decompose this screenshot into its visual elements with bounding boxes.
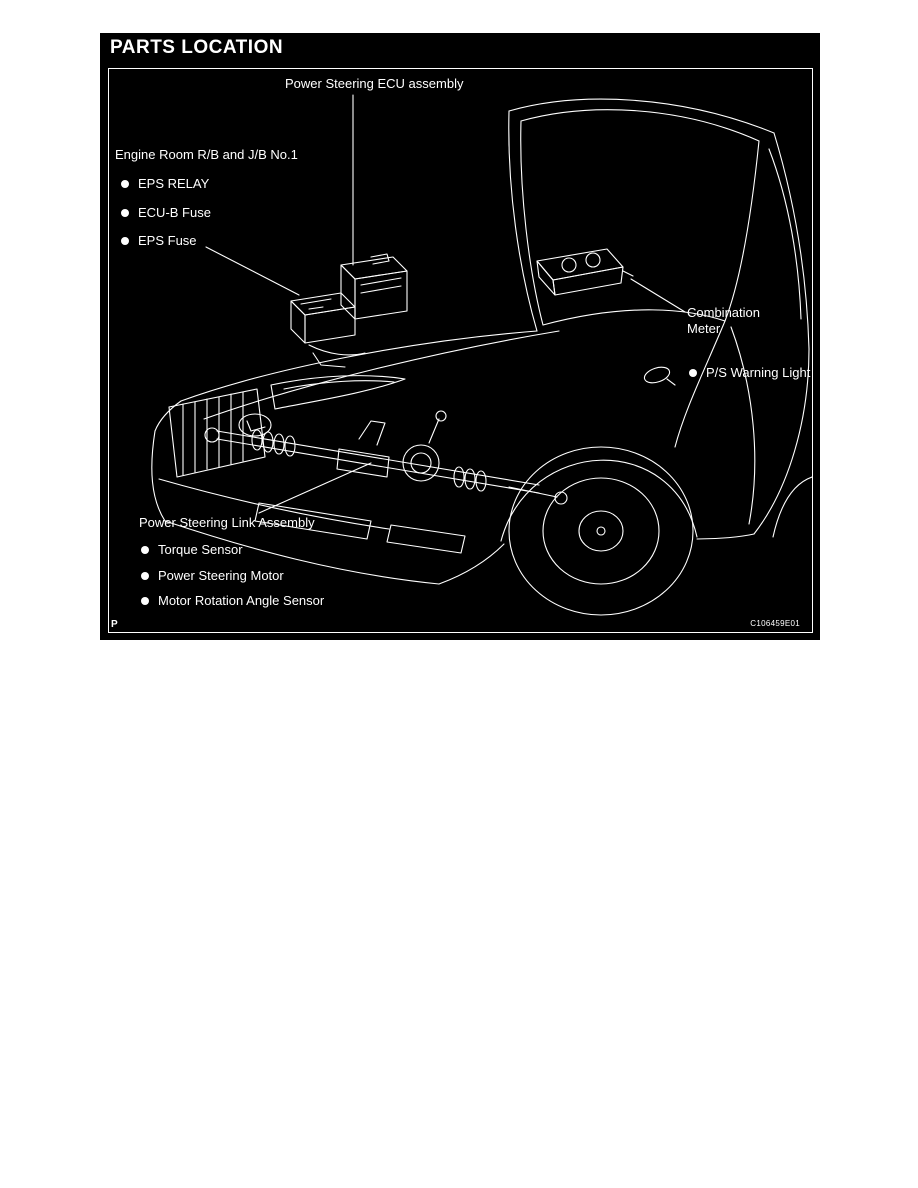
car-body-outline: [152, 99, 812, 584]
list-item-ecu-b-fuse: [121, 205, 211, 220]
bullet-icon: [141, 597, 149, 605]
bullet-icon: [121, 237, 129, 245]
diagram-frame: [108, 68, 813, 633]
leader-line-eps-fuse: [206, 247, 299, 295]
parts-location-panel: [100, 33, 820, 640]
bullet-icon: [689, 369, 697, 377]
label-power-steering-motor: Power Steering Motor: [158, 568, 284, 583]
label-motor-rotation-angle-sensor: Motor Rotation Angle Sensor: [158, 593, 325, 608]
label-torque-sensor: Torque Sensor: [158, 542, 243, 557]
label-power-steering-link-assembly: Power Steering Link Assembly: [139, 515, 315, 530]
figure-code: C106459E01: [750, 619, 800, 628]
headlight: [271, 376, 405, 409]
bullet-icon: [121, 180, 129, 188]
list-item-ps-warning-light: [689, 365, 810, 380]
label-combination-meter-line2: Meter: [687, 321, 721, 336]
ecu-and-relay-box-part: [291, 254, 407, 367]
leader-line-combination-meter: [631, 279, 685, 312]
label-eps-fuse: EPS Fuse: [138, 233, 197, 248]
bullet-icon: [141, 546, 149, 554]
label-eps-relay: EPS RELAY: [138, 176, 210, 191]
list-item-motor-rotation-angle-sensor: [141, 593, 324, 608]
front-wheel: [501, 447, 754, 615]
side-mirror: [642, 364, 675, 385]
leader-line-link-assembly: [259, 463, 371, 513]
list-item-power-steering-motor: [141, 568, 284, 583]
bullet-icon: [141, 572, 149, 580]
page-title: PARTS LOCATION: [110, 37, 284, 58]
label-ps-warning-line1: P/S Warning: [706, 365, 779, 380]
label-combination-meter: [687, 305, 760, 337]
steering-rack-assembly: [205, 411, 567, 504]
label-ps-warning-light: [706, 365, 810, 380]
corner-mark: P: [111, 619, 118, 630]
list-item-torque-sensor: [141, 542, 243, 557]
list-item-eps-fuse: [121, 233, 197, 248]
bullet-icon: [121, 209, 129, 217]
combination-meter-part: [537, 249, 633, 295]
label-ecu-b-fuse: ECU-B Fuse: [138, 205, 211, 220]
label-power-steering-ecu-assembly: Power Steering ECU assembly: [285, 76, 464, 91]
label-combination-meter-line1: Combination: [687, 305, 760, 320]
label-engine-room-rb-jb: Engine Room R/B and J/B No.1: [115, 147, 298, 162]
label-ps-warning-line2: Light: [782, 365, 811, 380]
list-item-eps-relay: [121, 176, 209, 191]
